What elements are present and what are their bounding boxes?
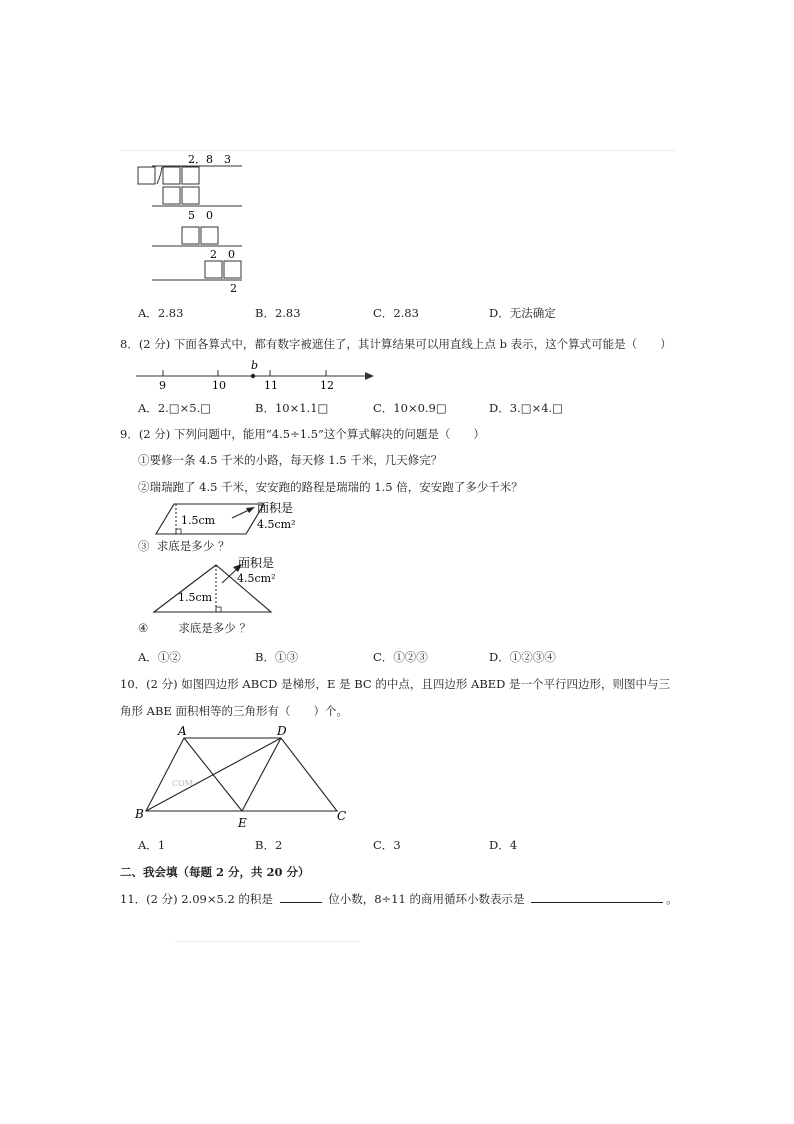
q10-option-c[interactable]: C．3	[373, 838, 401, 852]
blank-box	[201, 227, 218, 244]
q7-option-b[interactable]: B．2.83	[255, 306, 301, 320]
triangle-figure	[150, 555, 320, 617]
bottom-divider	[175, 941, 360, 942]
q11-part2: 位小数，8÷11 的商用循环小数表示是	[328, 892, 525, 906]
vertex-a-label: A	[178, 724, 187, 738]
division-bracket	[157, 167, 162, 184]
blank-box	[138, 167, 155, 184]
blank-box	[205, 261, 222, 278]
blank-box	[182, 227, 199, 244]
q8-stem: 8．(2 分) 下面各算式中，都有数字被遮住了，其计算结果可以用直线上点 b 表示，这个算式可能是（ ）	[120, 337, 672, 351]
answer-blank-2[interactable]	[531, 891, 663, 903]
blank-box	[163, 167, 180, 184]
q10-option-d[interactable]: D．4	[489, 838, 518, 852]
long-division-figure	[130, 150, 260, 298]
tick-label: 12	[320, 379, 334, 392]
q8-option-b[interactable]: B．10×1.1□	[255, 401, 329, 415]
q9-fig4-caption: ④ 求底是多少 ？	[138, 621, 251, 635]
q9-stem: 9．(2 分) 下列问题中，能用“4.5÷1.5”这个算式解决的问题是（ ）	[120, 427, 485, 441]
q9-option-d[interactable]: D．①②③④	[489, 650, 556, 664]
answer-blank-1[interactable]	[280, 891, 322, 903]
height-label: 1.5cm	[178, 591, 213, 604]
arrow-icon	[246, 507, 255, 513]
q9-item1: ①要修一条 4.5 千米的小路，每天修 1.5 千米，几天修完？	[138, 453, 443, 467]
trapezoid-figure	[132, 722, 352, 830]
area-label-line1: 面积是	[238, 556, 275, 570]
height-label: 1.5cm	[181, 514, 216, 527]
point-b	[251, 374, 255, 378]
tick-label: 10	[212, 379, 226, 392]
area-label-line2: 4.5cm²	[257, 518, 296, 531]
q10-stem-line1: 10．(2 分) 如图四边形 ABCD 是梯形，E 是 BC 的中点，且四边形 ABED 是一个平行四边形，则图中与三	[120, 677, 671, 691]
q8-option-a[interactable]: A．2.□×5.□	[138, 401, 212, 415]
q9-option-b[interactable]: B．①③	[255, 650, 298, 664]
q8-option-d[interactable]: D．3.□×4.□	[489, 401, 564, 415]
point-e-label: E	[238, 816, 247, 830]
q11-line	[120, 891, 678, 907]
vertex-d-label: D	[277, 724, 287, 738]
division-row2: 2 0	[210, 248, 235, 261]
q8-option-c[interactable]: C．10×0.9□	[373, 401, 447, 415]
right-angle-mark	[176, 529, 181, 534]
blank-box	[182, 187, 199, 204]
q7-option-d[interactable]: D．无法确定	[489, 306, 556, 320]
area-label-line1: 面积是	[257, 501, 294, 515]
q9-fig3-caption: ③ 求底是多少 ？	[138, 539, 230, 553]
q9-item2: ②瑞瑞跑了 4.5 千米，安安跑的路程是瑞瑞的 1.5 倍，安安跑了多少千米？	[138, 480, 523, 494]
pointer-line	[222, 568, 238, 583]
q11-part3: 。	[666, 892, 678, 906]
point-b-label: b	[251, 359, 259, 372]
section-title: 二、我会填（每题 2 分，共 20 分）	[120, 865, 310, 879]
q10-option-b[interactable]: B．2	[255, 838, 283, 852]
q7-option-c[interactable]: C．2.83	[373, 306, 419, 320]
vertex-c-label: C	[337, 809, 347, 823]
trapezoid-abcd	[146, 738, 337, 811]
blank-box	[224, 261, 241, 278]
division-quotient: 2．8 3	[188, 153, 231, 166]
vertex-b-label: B	[135, 807, 144, 821]
q9-option-c[interactable]: C．①②③	[373, 650, 428, 664]
q9-option-a[interactable]: A．①②	[138, 650, 181, 664]
tick-label: 9	[159, 379, 166, 392]
segment-bd	[146, 738, 281, 811]
tick-label: 11	[264, 379, 278, 392]
right-angle-mark	[216, 607, 221, 612]
q10-option-a[interactable]: A．1	[138, 838, 166, 852]
division-remainder: 2	[230, 282, 237, 295]
division-row1: 5 0	[188, 209, 213, 222]
number-line	[130, 355, 380, 395]
blank-box	[163, 187, 180, 204]
q7-option-a[interactable]: A．2.83	[138, 306, 184, 320]
q10-stem-line2: 角形 ABE 面积相等的三角形有（ ）个。	[120, 704, 348, 718]
blank-box	[182, 167, 199, 184]
watermark: COM	[172, 779, 193, 788]
area-label-line2: 4.5cm²	[237, 572, 276, 585]
arrow-icon	[365, 372, 374, 380]
q11-part1: 11．(2 分) 2.09×5.2 的积是	[120, 892, 273, 906]
